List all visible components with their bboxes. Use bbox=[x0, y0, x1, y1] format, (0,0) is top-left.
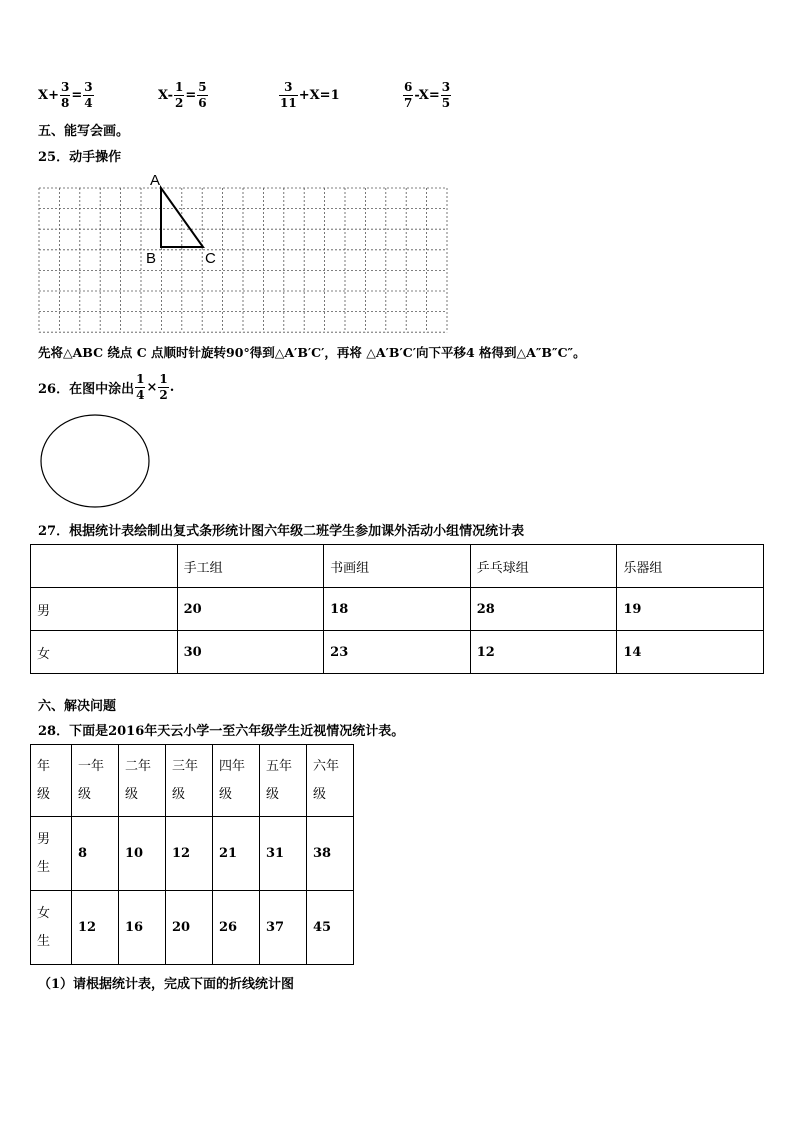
eq4-mid: -X= bbox=[414, 88, 440, 103]
eq2-frac1: $\frac{1}{2}$ bbox=[175, 80, 184, 110]
q25-title: 25．动手操作 bbox=[38, 150, 122, 165]
table-row bbox=[31, 631, 764, 674]
table-cell: 五年 级 bbox=[260, 745, 307, 817]
q26-suffix: . bbox=[169, 380, 175, 395]
q26-frac1: $\frac{1}{4}$ bbox=[136, 372, 145, 402]
q28-sub1: （1）请根据统计表，完成下面的折线统计图 bbox=[38, 977, 295, 992]
table-cell: 8 bbox=[72, 817, 119, 891]
table-cell: 乒乓球组 bbox=[470, 545, 617, 588]
table-row bbox=[31, 545, 764, 588]
table-cell: 45 bbox=[307, 891, 354, 965]
table-cell: 一年 级 bbox=[72, 745, 119, 817]
table-cell: 14 bbox=[617, 631, 764, 674]
table-cell: 年 级 bbox=[31, 745, 72, 817]
table-cell: 38 bbox=[307, 817, 354, 891]
eq1-frac2: $\frac{3}{4}$ bbox=[84, 80, 93, 110]
equation-1 bbox=[38, 80, 95, 111]
table-cell: 六年 级 bbox=[307, 745, 354, 817]
table-cell: 20 bbox=[177, 588, 324, 631]
table-cell: 手工组 bbox=[177, 545, 324, 588]
table-cell: 31 bbox=[260, 817, 307, 891]
q26-frac2: $\frac{1}{2}$ bbox=[159, 372, 168, 402]
eq3-frac0: $\frac{3}{11}$ bbox=[280, 80, 297, 110]
table-cell: 男 生 bbox=[31, 817, 72, 891]
table-cell: 四年 级 bbox=[213, 745, 260, 817]
q28-title: 28．下面是2016年天云小学一至六年级学生近视情况统计表。 bbox=[38, 724, 405, 739]
table-cell: 10 bbox=[119, 817, 166, 891]
table-cell: 23 bbox=[324, 631, 471, 674]
eq1-mid: = bbox=[71, 88, 83, 103]
table-cell: 女 生 bbox=[31, 891, 72, 965]
eq1-frac1: $\frac{3}{8}$ bbox=[60, 80, 70, 110]
q27-title: 27．根据统计表绘制出复式条形统计图六年级二班学生参加课外活动小组情况统计表 bbox=[38, 524, 525, 539]
eq4-frac2: $\frac{3}{5}$ bbox=[441, 80, 451, 110]
table-cell: 16 bbox=[119, 891, 166, 965]
eq2-mid: = bbox=[185, 88, 197, 103]
q26-prefix: 26．在图中涂出 bbox=[38, 382, 135, 397]
table-row bbox=[31, 588, 764, 631]
table-cell: 37 bbox=[260, 891, 307, 965]
q25-instruction: 先将△ABC 绕点 C 点顺时针旋转90°得到△A′B′C′，再将 △A′B′C′向下平移4 格得到△A″B″C″。 bbox=[38, 345, 586, 360]
table-row bbox=[31, 817, 354, 891]
eq2-left: X- bbox=[158, 88, 174, 103]
eq2-frac2: $\frac{5}{6}$ bbox=[198, 80, 207, 110]
table-cell: 21 bbox=[213, 817, 260, 891]
table-cell bbox=[31, 545, 178, 588]
table-row bbox=[31, 745, 354, 817]
q26-title bbox=[38, 372, 174, 403]
table-cell: 19 bbox=[617, 588, 764, 631]
label-a: A bbox=[150, 172, 161, 189]
table-row bbox=[31, 891, 354, 965]
section-6-heading: 六、解决问题 bbox=[38, 699, 117, 714]
table-cell: 乐器组 bbox=[617, 545, 764, 588]
q25-grid bbox=[30, 170, 460, 335]
section-5-heading: 五、能写会画。 bbox=[38, 124, 130, 139]
eq1-left: X+ bbox=[38, 88, 59, 103]
table-cell: 12 bbox=[470, 631, 617, 674]
q26-circle bbox=[38, 412, 154, 512]
table-cell: 女 bbox=[31, 631, 178, 674]
table-cell: 18 bbox=[324, 588, 471, 631]
table-cell: 28 bbox=[470, 588, 617, 631]
table-cell: 30 bbox=[177, 631, 324, 674]
table-cell: 男 bbox=[31, 588, 178, 631]
eq4-frac0: $\frac{6}{7}$ bbox=[404, 80, 413, 110]
label-c: C bbox=[205, 250, 216, 267]
table-cell: 12 bbox=[166, 817, 213, 891]
q27-table bbox=[30, 544, 764, 674]
equation-4 bbox=[402, 80, 452, 111]
q26-op: × bbox=[146, 380, 158, 395]
table-cell: 20 bbox=[166, 891, 213, 965]
table-cell: 26 bbox=[213, 891, 260, 965]
eq3-rest: +X=1 bbox=[298, 88, 340, 103]
q28-table bbox=[30, 744, 354, 965]
table-cell: 二年 级 bbox=[119, 745, 166, 817]
table-cell: 书画组 bbox=[324, 545, 471, 588]
table-cell: 三年 级 bbox=[166, 745, 213, 817]
table-cell: 12 bbox=[72, 891, 119, 965]
equation-2 bbox=[158, 80, 209, 111]
equation-3 bbox=[278, 80, 340, 111]
label-b: B bbox=[146, 250, 157, 267]
